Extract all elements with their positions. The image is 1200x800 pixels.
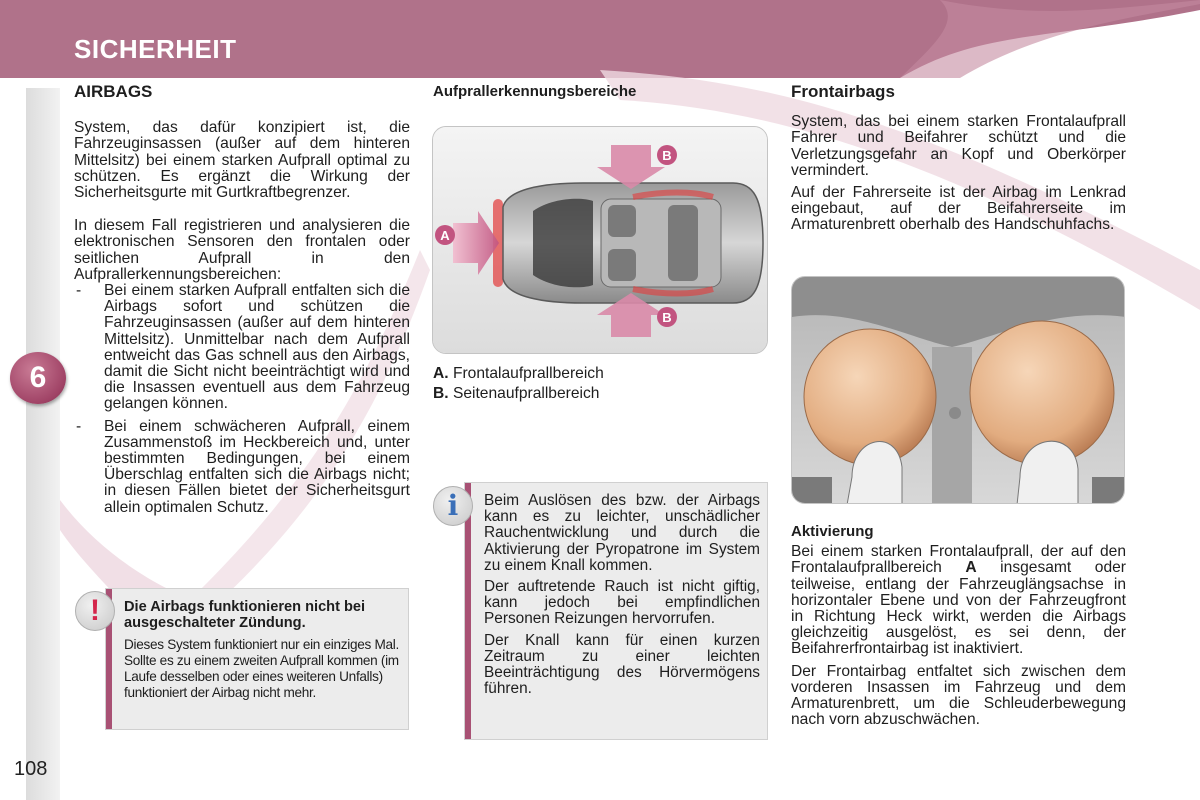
figure-label-b: B [662, 148, 672, 163]
figure-label-a: A [440, 228, 450, 243]
column-airbags [74, 84, 410, 516]
section-heading-airbags: AIRBAGS [74, 82, 153, 101]
section-heading-frontairbags: Frontairbags [791, 82, 895, 101]
chapter-tab[interactable]: 6 [10, 352, 66, 404]
paragraph-intro: System, das dafür konzipiert ist, die Fahrzeuginsassen (außer auf dem hinteren Mittelsitz) bei einem starken Aufprall optimal zu schützen. Es ergänzt die Wirkung der Sicherheitsgurte mit Gurtkraftbegrenzer. [74, 119, 410, 202]
car-detection-figure [432, 126, 768, 354]
column-front-airbags [791, 84, 1126, 234]
sub-heading-activation: Aktivierung [791, 523, 874, 540]
info-paragraph: Der Knall kann für einen kurzen Zeitraum zu einer leichten Beeinträchtigung des Hörvermögens führen. [484, 631, 760, 698]
warning-title: Die Airbags funktionieren nicht bei ausgeschalteter Zündung. [124, 599, 366, 631]
paragraph-deployment: Der Frontairbag entfaltet sich zwischen dem vorderen Insassen im Fahrzeug und dem Armaturenbrett, um die Schleuderbewegung nach vorn abzuschwächen. [791, 662, 1126, 729]
paragraph-frontairbags-location: Auf der Fahrerseite ist der Airbag im Lenkrad eingebaut, auf der Beifahrerseite im Armaturenbrett oberhalb des Handschuhfachs. [791, 184, 1126, 234]
side-strip [26, 88, 60, 800]
paragraph-frontairbags-intro: System, das bei einem starken Frontalaufprall Fahrer und Beifahrer schützt und die Verletzungsgefahr an Kopf und Oberkörper vermindert. [791, 113, 1126, 179]
info-paragraph: Der auftretende Rauch ist nicht giftig, kann jedoch bei empfindlichen Personen Reizungen hervorrufen. [484, 578, 760, 628]
warning-box [90, 588, 409, 730]
figure-label-b: B [662, 310, 672, 325]
page-number: 108 [14, 758, 48, 780]
legend-item-a: A. Frontalaufprallbereich [433, 365, 604, 382]
figure-legend [433, 364, 733, 404]
info-paragraph: Beim Auslösen des bzw. der Airbags kann es zu leichter, unschädlicher Rauchentwicklung und durch die Aktivierung der Pyropatrone im System zu einem Knall kommen. [484, 492, 760, 574]
paragraph-sensors: In diesem Fall registrieren und analysieren die elektronischen Sensoren den frontalen oder seitlichen Aufprall in den Aufprallerkennungsbereichen: [74, 217, 410, 283]
paragraph-activation: Bei einem starken Frontalaufprall, der auf den Frontalaufprallbereich A insgesamt oder teilweise, entlang der Fahrzeuglängsachse in horizontaler Ebene und von der Fahrzeugfront in Richtung Heck wirkt, werden die Airbags gleichzeitig ausgelöst, es sei denn, der Beifahrerfrontairbag ist inaktiviert. [791, 543, 1127, 658]
list-item: - Bei einem starken Aufprall entfalten sich die Airbags sofort und schützen die Fahrzeuginsassen (außer auf dem hinteren Mittelsitz). Unmittelbar nach dem Aufprall entweicht das Gas schnell aus den Airbags, damit die Sicht nicht beeinträchtigt wird und die Insassen eventuell aus dem Fahrzeug gelangen können. [74, 283, 410, 413]
car-topview-illustration [433, 127, 768, 354]
info-accent-bar [465, 483, 471, 739]
page-title: SICHERHEIT [74, 34, 237, 64]
warning-icon: ! [75, 591, 115, 631]
column-detection-zones [433, 84, 733, 100]
info-text [484, 493, 760, 702]
airbag-illustration [792, 277, 1125, 504]
column-activation [791, 524, 1126, 728]
info-icon: i [433, 486, 473, 526]
info-box [447, 482, 768, 740]
airbag-deployment-figure [791, 276, 1125, 504]
legend-item-b: B. Seitenaufprallbereich [433, 385, 600, 402]
list-item: - Bei einem schwächeren Aufprall, einem Zusammenstoß im Heckbereich und, unter bestimmten Bedingungen, bei einem Überschlag entfalten sich die Airbags nicht; in diesen Fällen bietet der Sicherheitsgurt allein optimalen Schutz. [74, 419, 410, 516]
warning-text: Dieses System funktioniert nur ein einziges Mal. Sollte es zu einem zweiten Aufprall kommen (im Laufe desselben oder eines weiteren Unfalls) funktioniert der Airbag nicht mehr. [124, 637, 399, 700]
bullet-list [74, 283, 410, 516]
section-heading-zones: Aufprallerkennungsbereiche [433, 83, 637, 100]
